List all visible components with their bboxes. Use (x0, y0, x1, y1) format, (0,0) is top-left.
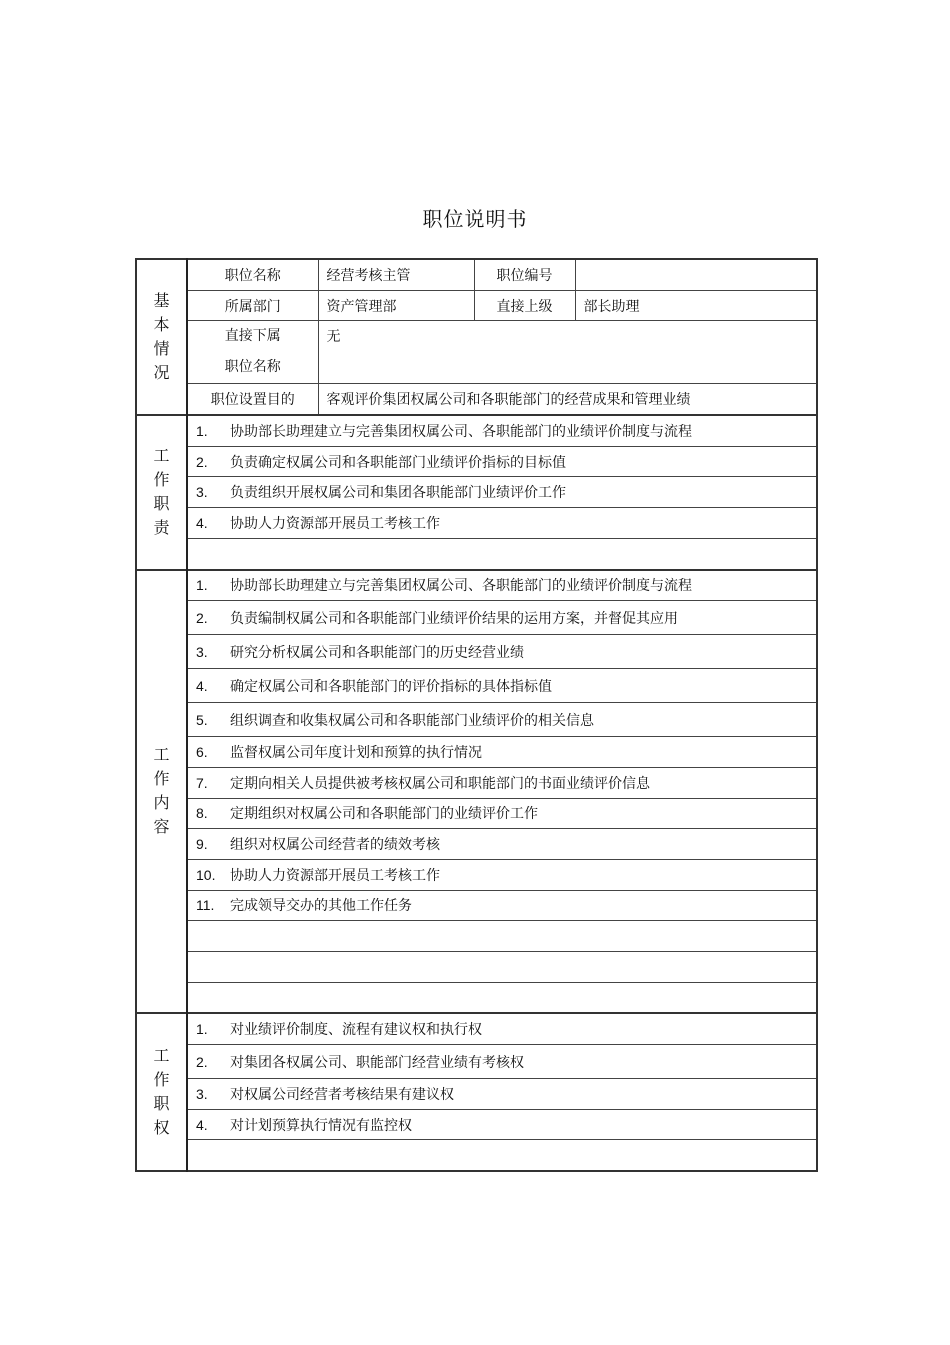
authority-item: 4. 对计划预算执行情况有监控权 (187, 1109, 817, 1140)
empty-cell (187, 982, 817, 1013)
content-row (136, 669, 817, 703)
content-row (136, 737, 817, 768)
content-item: 3. 研究分析权属公司和各职能部门的历史经营业绩 (187, 635, 817, 669)
row-department (136, 290, 817, 321)
section-content: 工 作 内 容 (136, 570, 187, 1014)
authority-item: 2. 对集团各权属公司、职能部门经营业绩有考核权 (187, 1045, 817, 1079)
row-position-name (136, 259, 817, 290)
content-row (136, 798, 817, 829)
content-row-empty (136, 921, 817, 952)
authority-row (136, 1079, 817, 1110)
empty-cell (187, 1140, 817, 1171)
duty-row (136, 415, 817, 446)
empty-cell (187, 921, 817, 952)
purpose-value: 客观评价集团权属公司和各职能部门的经营成果和管理业绩 (318, 384, 817, 415)
section-duties: 工 作 职 责 (136, 415, 187, 569)
content-row (136, 601, 817, 635)
position-name-label: 职位名称 (187, 259, 318, 290)
content-row (136, 829, 817, 860)
row-purpose (136, 384, 817, 415)
content-item: 8. 定期组织对权属公司和各职能部门的业绩评价工作 (187, 798, 817, 829)
superior-label: 直接上级 (474, 290, 575, 321)
duty-row (136, 508, 817, 539)
authority-row (136, 1045, 817, 1079)
position-code-value (575, 259, 817, 290)
content-item: 11. 完成领导交办的其他工作任务 (187, 890, 817, 921)
content-row (136, 859, 817, 890)
content-item: 5. 组织调查和收集权属公司和各职能部门业绩评价的相关信息 (187, 703, 817, 737)
duty-item: 2. 负责确定权属公司和各职能部门业绩评价指标的目标值 (187, 446, 817, 477)
authority-row (136, 1109, 817, 1140)
content-item: 6. 监督权属公司年度计划和预算的执行情况 (187, 737, 817, 768)
position-name-value: 经营考核主管 (318, 259, 474, 290)
authority-item: 3. 对权属公司经营者考核结果有建议权 (187, 1079, 817, 1110)
job-description-table (135, 258, 818, 1172)
duty-item: 3. 负责组织开展权属公司和集团各职能部门业绩评价工作 (187, 477, 817, 508)
empty-cell (187, 952, 817, 983)
content-row (136, 703, 817, 737)
content-item: 9. 组织对权属公司经营者的绩效考核 (187, 829, 817, 860)
authority-row-empty (136, 1140, 817, 1171)
authority-row (136, 1013, 817, 1044)
row-subordinate (136, 321, 817, 384)
content-row (136, 890, 817, 921)
authority-item: 1. 对业绩评价制度、流程有建议权和执行权 (187, 1013, 817, 1044)
duty-item: 1. 协助部长助理建立与完善集团权属公司、各职能部门的业绩评价制度与流程 (187, 415, 817, 446)
content-row (136, 767, 817, 798)
department-value: 资产管理部 (318, 290, 474, 321)
duty-row (136, 477, 817, 508)
content-item: 10. 协助人力资源部开展员工考核工作 (187, 859, 817, 890)
content-row (136, 635, 817, 669)
position-code-label: 职位编号 (474, 259, 575, 290)
content-item: 1. 协助部长助理建立与完善集团权属公司、各职能部门的业绩评价制度与流程 (187, 570, 817, 601)
subordinate-label: 直接下属 职位名称 (187, 321, 318, 384)
purpose-label: 职位设置目的 (187, 384, 318, 415)
empty-cell (187, 538, 817, 569)
page-title: 职位说明书 (422, 207, 528, 231)
duty-item: 4. 协助人力资源部开展员工考核工作 (187, 508, 817, 539)
content-row-empty (136, 982, 817, 1013)
department-label: 所属部门 (187, 290, 318, 321)
duty-row-empty (136, 538, 817, 569)
content-row-empty (136, 952, 817, 983)
subordinate-value: 无 (318, 321, 817, 384)
content-item: 2. 负责编制权属公司和各职能部门业绩评价结果的运用方案，并督促其应用 (187, 601, 817, 635)
content-item: 4. 确定权属公司和各职能部门的评价指标的具体指标值 (187, 669, 817, 703)
section-basic: 基 本 情 况 (136, 259, 187, 415)
section-authority: 工 作 职 权 (136, 1013, 187, 1171)
superior-value: 部长助理 (575, 290, 817, 321)
content-row (136, 570, 817, 601)
content-item: 7. 定期向相关人员提供被考核权属公司和职能部门的书面业绩评价信息 (187, 767, 817, 798)
duty-row (136, 446, 817, 477)
